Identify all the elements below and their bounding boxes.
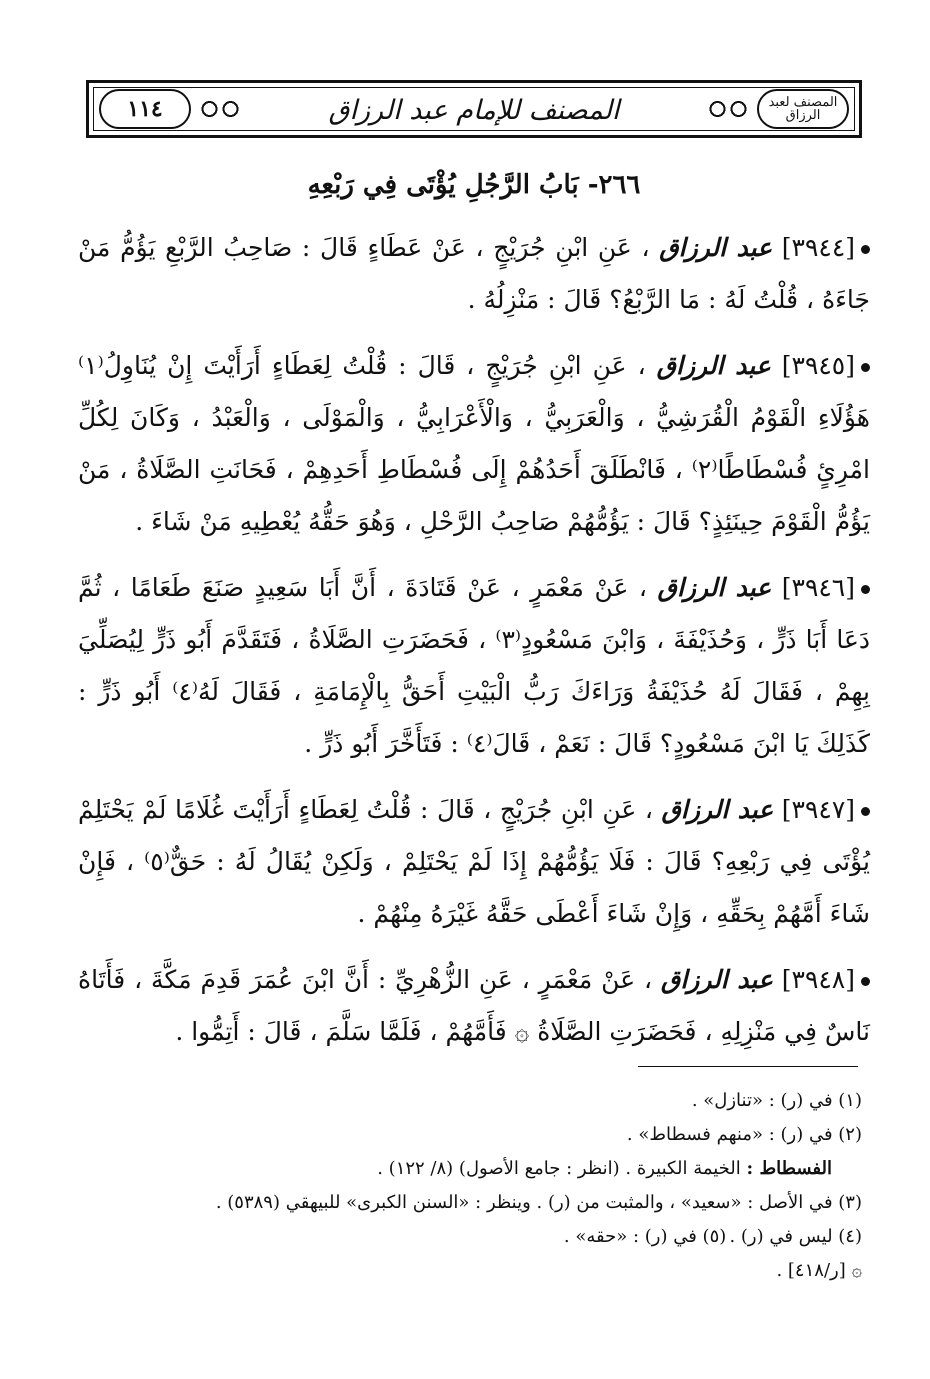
gloss-term: الفسطاط :	[746, 1158, 832, 1179]
footnote-4: (٤) ليس في (ر) .	[729, 1226, 862, 1247]
narrator-name: عبد الرزاق	[659, 233, 773, 262]
hadith-text: ، عَنْ مَعْمَرٍ ، عَنِ الزُّهْرِيِّ : أَنَّ ابْنَ عُمَرَ قَدِمَ مَكَّةَ ، فَأَتَاهُ نَاسٌ فِي مَنْزِلِهِ ، فَحَضَرَتِ الصَّلَاةُ ۞ فَأَمَّهُمْ ، فَلَمَّا سَلَّمَ ، قَالَ : أَتِمُّوا .	[78, 965, 870, 1046]
bullet-icon	[861, 245, 870, 254]
hadith-entry	[78, 954, 870, 1058]
narrator-name: عبد الرزاق	[661, 795, 774, 824]
book-emblem	[757, 89, 849, 129]
footnote-divider	[638, 1066, 858, 1067]
hadith-text: ، عَنِ ابْنِ جُرَيْجٍ ، قَالَ : قُلْتُ لِعَطَاءٍ أَرَأَيْتَ إِنْ يُنَاوِلُ⁽١⁾ هَؤُلَاءِ الْقَوْمُ الْقُرَشِيُّ ، وَالْعَرَبِيُّ ، وَالْأَعْرَابِيُّ ، وَالْمَوْلَى ، وَالْعَبْدُ ، وَكَانَ لِكُلِّ امْرِئٍ فُسْطَاطًا⁽٢⁾ ، فَانْطَلَقَ أَحَدُهُمْ إِلَى فُسْطَاطِ أَحَدِهِمْ ، فَحَانَتِ الصَّلَاةُ ، مَنْ يَؤُمُّ الْقَوْمَ حِينَئِذٍ؟ قَالَ : يَؤُمُّهُمْ صَاحِبُ الرَّحْلِ ، وَهُوَ حَقُّهُ يُعْطِيهِ مَنْ شَاءَ .	[78, 351, 870, 536]
bullet-icon	[861, 363, 870, 372]
hadith-entry	[78, 784, 870, 940]
footnotes	[80, 1084, 862, 1288]
chapter-title: ٢٦٦- بَابُ الرَّجُلِ يُؤْتَى فِي رَبْعِهِ	[307, 170, 641, 200]
narrator-name: عبد الرزاق	[656, 351, 771, 380]
page-number: ١١٤	[99, 89, 191, 129]
emblem-text: المصنف لعبد الرزاق	[768, 95, 838, 123]
bullet-icon	[861, 807, 870, 816]
bullet-icon	[861, 585, 870, 594]
hadith-entry	[78, 562, 870, 770]
footnote-3: (٣) في الأصل : «سعيد» ، والمثبت من (ر) . وينظر : «السنن الكبرى» للبيهقي (٥٣٨٩) .	[215, 1192, 862, 1213]
ornament-knot-left	[199, 97, 241, 121]
page-header	[86, 80, 862, 138]
bullet-icon	[861, 977, 870, 986]
hadith-entry	[78, 340, 870, 548]
hadith-number: [٣٩٤٦]	[781, 573, 855, 602]
footnote-5: (٥) في (ر) : «حقه» .	[563, 1226, 727, 1247]
running-title: المصنف للإمام عبد الرزاق	[259, 91, 689, 129]
hadith-number: [٣٩٤٨]	[781, 965, 855, 994]
footnote-2-gloss	[80, 1152, 862, 1186]
footnote-2: (٢) في (ر) : «منهم فسطاط» .	[626, 1124, 862, 1145]
hadith-number: [٣٩٤٥]	[781, 351, 855, 380]
hadith-number: [٣٩٤٤]	[781, 233, 856, 262]
manuscript-folio-note: ۞ [ر/٤١٨] .	[776, 1260, 862, 1281]
hadith-text: ، عَنِ ابْنِ جُرَيْجٍ ، قَالَ : قُلْتُ لِعَطَاءٍ أَرَأَيْتَ غُلَامًا لَمْ يَحْتَلِمْ يُؤْتَى فِي رَبْعِهِ؟ قَالَ : فَلَا يَؤُمُّهُمْ إِذَا لَمْ يَحْتَلِمْ ، وَلَكِنْ يُقَالُ لَهُ : حَقٌّ⁽٥⁾ ، فَإِنْ شَاءَ أَمَّهُمْ بِحَقِّهِ ، وَإِنْ شَاءَ أَعْطَى حَقَّهُ غَيْرَهُ مِنْهُمْ .	[78, 795, 870, 928]
hadith-entry	[78, 222, 870, 326]
hadith-text: ، عَنِ ابْنِ جُرَيْجٍ ، عَنْ عَطَاءٍ قَالَ : صَاحِبُ الرَّبْعِ يَؤُمُّ مَنْ جَاءَهُ ، قُلْتُ لَهُ : مَا الرَّبْعُ؟ قَالَ : مَنْزِلُهُ .	[78, 233, 870, 314]
narrator-name: عبد الرزاق	[660, 965, 773, 994]
footnote-1: (١) في (ر) : «تنازل» .	[691, 1090, 862, 1111]
hadith-text: ، عَنْ مَعْمَرٍ ، عَنْ قَتَادَةَ ، أَنَّ أَبَا سَعِيدٍ صَنَعَ طَعَامًا ، ثُمَّ دَعَا أَبَا ذَرٍّ ، وَحُذَيْفَةَ ، وَابْنَ مَسْعُودٍ⁽٣⁾ ، فَحَضَرَتِ الصَّلَاةُ ، فَتَقَدَّمَ أَبُو ذَرٍّ لِيُصَلِّيَ بِهِمْ ، فَقَالَ لَهُ حُذَيْفَةُ وَرَاءَكَ رَبُّ الْبَيْتِ أَحَقُّ بِالْإِمَامَةِ ، فَقَالَ لَهُ⁽٤⁾ أَبُو ذَرٍّ : كَذَلِكَ يَا ابْنَ مَسْعُودٍ؟ قَالَ : نَعَمْ ، قَالَ⁽٤⁾ : فَتَأَخَّرَ أَبُو ذَرٍّ .	[78, 573, 871, 758]
narrator-name: عبد الرزاق	[657, 573, 772, 602]
gloss-text: الخيمة الكبيرة . (انظر : جامع الأصول) (٨/ ١٢٢) .	[377, 1158, 741, 1179]
hadith-number: [٣٩٤٧]	[781, 795, 856, 824]
ornament-knot-right	[707, 97, 749, 121]
main-text	[78, 222, 870, 1072]
footnote-4-5	[80, 1220, 862, 1254]
